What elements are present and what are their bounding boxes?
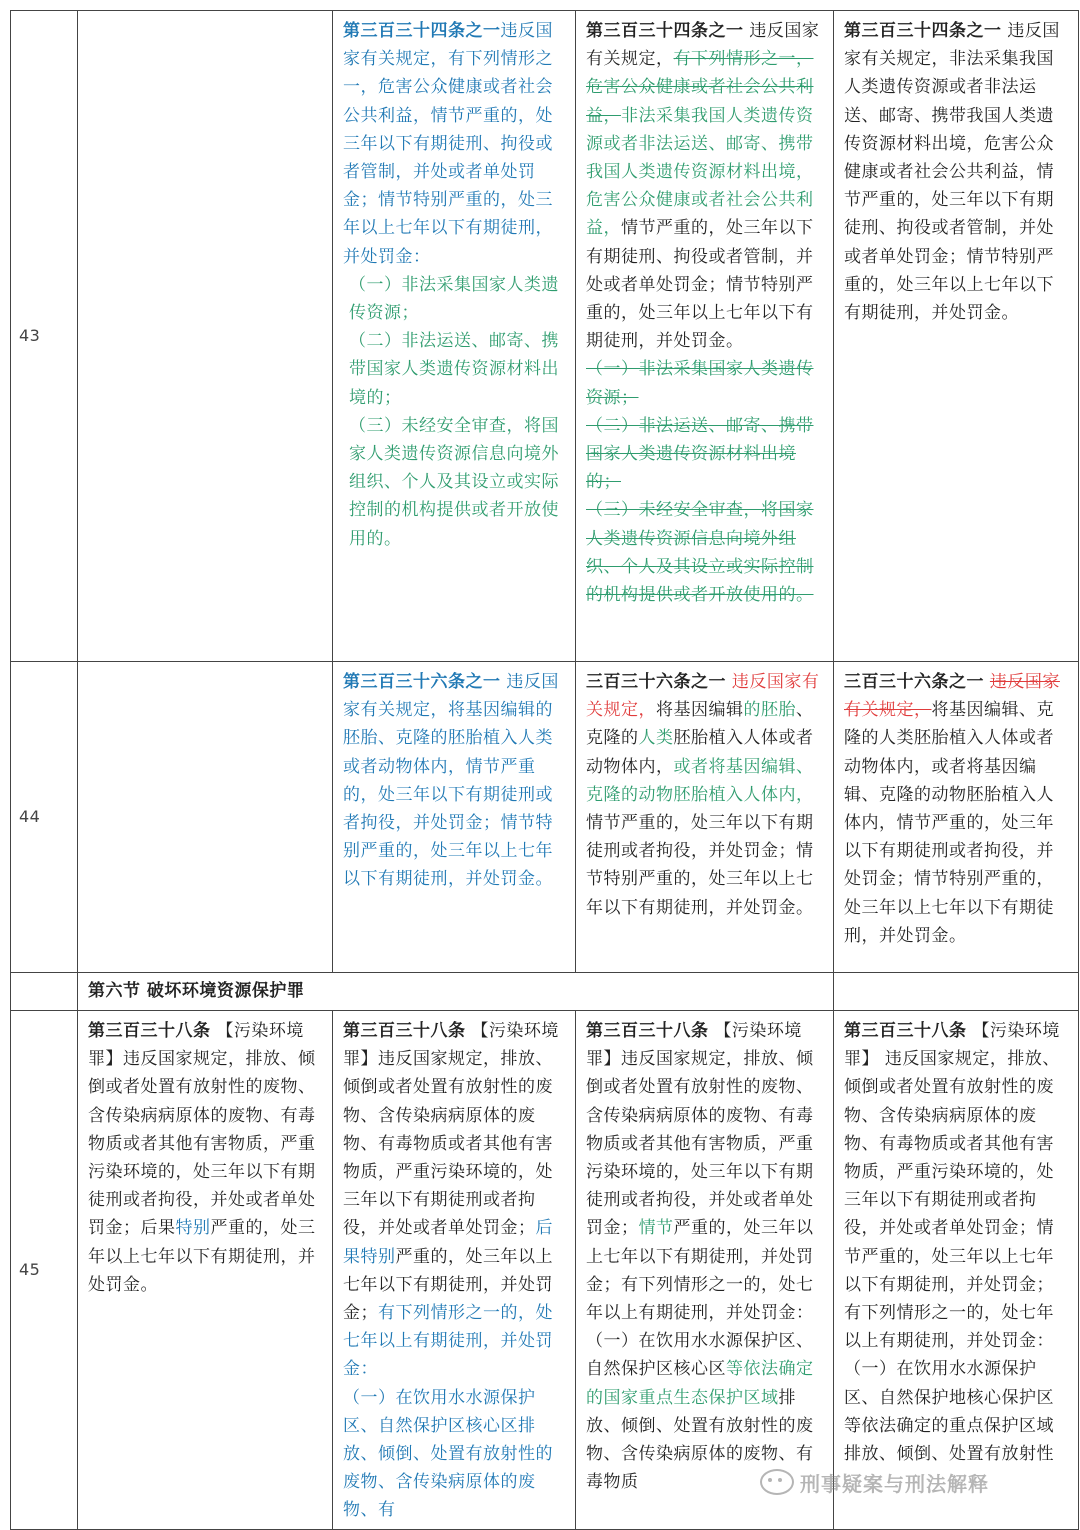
list-item: （一）在饮用水水源保护区、自然保护地核心保护区等依法确定的重点保护区域排放、倾倒、处置有放射性 <box>844 1359 1054 1465</box>
article-title: 第三百三十四条之一 <box>844 21 1002 41</box>
article-paragraph <box>586 1017 823 1327</box>
article-paragraph <box>586 17 823 355</box>
article-text: 【污染环境罪】违反国家规定，排放、倾倒或者处置有放射性的废物、含传染病病原体的废物、有毒物质或者其他有害物质，严重污染环境的，处三年以下有期徒刑或者拘役，并处或者单处罚金；后果 <box>88 1021 316 1239</box>
added-text: 非法采集我国人类遗传资源或者非法运送、邮寄、携带我国人类遗传资源材料出境，危害公众健康或者社会公共利益， <box>586 105 814 239</box>
article-paragraph <box>88 1017 322 1299</box>
final-text-cell <box>834 1011 1079 1530</box>
row-number: 45 <box>11 1011 78 1530</box>
added-text: 人类 <box>638 728 674 749</box>
article-title: 第三百三十八条 <box>844 1021 967 1041</box>
article-text: （一）在饮用水水源保护区、自然保护区核心区 <box>586 1331 814 1380</box>
deleted-list-item: （三）未经安全审查，将国家人类遗传资源信息向境外组织、个人及其设立或实际控制的机构提供或者开放使用的。 <box>586 500 814 606</box>
list-item: （一）在饮用水水源保护区、自然保护区核心区排放、倾倒、处置有放射性的废物、含传染病原体的废物、有 <box>343 1387 553 1521</box>
article-text: 将基因编辑、克隆的人类胚胎植入人体或者动物体内，或者将基因编辑、克隆的动物胚胎植入人体内，情节严重的，处三年以下有期徒刑或者拘役，并处罚金；情节特别严重的，处三年以上七年以下有期徒刑，并处罚金。 <box>844 700 1054 946</box>
deleted-list-item: （一）非法采集国家人类遗传资源； <box>586 359 814 408</box>
article-paragraph <box>844 668 1068 950</box>
empty-cell <box>834 973 1079 1011</box>
article-text: 违反国家有关规定，有下列情形之一，危害公众健康或者社会公共利益，情节严重的，处三年以下有期徒刑、拘役或者管制，并处或者单处罚金；情节特别严重的，处三年以上七年以下有期徒刑，并处罚金： <box>343 21 553 267</box>
article-title: 第三百三十四条之一 <box>343 21 501 41</box>
changed-text: 特别 <box>175 1218 211 1239</box>
article-title: 三百三十六条之一 <box>586 672 726 692</box>
article-paragraph <box>586 668 823 922</box>
added-text: 或者将基因编辑、克隆的动物胚胎植入人体内， <box>586 756 814 805</box>
list-item: （二）非法运送、邮寄、携带国家人类遗传资源材料出境的； <box>349 331 559 408</box>
article-text: 情节严重的，处三年以下有期徒刑或者拘役，并处罚金；情节特别严重的，处三年以上七年以下有期徒刑，并处罚金。 <box>586 813 814 918</box>
final-text-cell <box>834 662 1079 973</box>
article-title: 三百三十六条之一 <box>844 672 984 692</box>
list-item: （三）未经安全审查，将国家人类遗传资源信息向境外组织、个人及其设立或实际控制的机构提供或者开放使用的。 <box>349 415 559 549</box>
watermark-text: 刑事疑案与刑法解释 <box>800 1471 989 1496</box>
article-title: 第三百三十六条之一 <box>343 672 501 692</box>
row-number: 44 <box>11 662 78 973</box>
final-text-cell <box>834 11 1079 662</box>
section-title: 第六节 破坏环境资源保护罪 <box>78 973 834 1011</box>
draft-text-cell <box>333 11 576 662</box>
second-draft-text-cell <box>576 662 834 973</box>
article-text: 严重的，处三年以上七年以下有期徒刑，并处罚金；有下列情形之一的，处七年以上有期徒刑，并处罚金： <box>586 1218 814 1324</box>
article-text: 情节严重的，处三年以下有期徒刑、拘役或者管制，并处或者单处罚金；情节特别严重的，处三年以上七年以下有期徒刑，并处罚金。 <box>586 218 814 352</box>
article-text: 严重的，处三年以上七年以下有期徒刑，并处罚金。 <box>88 1218 316 1295</box>
original-text-cell <box>78 1011 333 1530</box>
second-draft-text-cell <box>576 1011 834 1530</box>
added-text: 等依法确定的国家重点生态保护区域 <box>586 1359 814 1408</box>
article-text: 【污染环境罪】违反国家规定，排放、倾倒或者处置有放射性的废物、含传染病病原体的废物、有毒物质或者其他有害物质，严重污染环境的，处三年以下有期徒刑或者拘役，并处或者单处罚金； <box>586 1021 814 1239</box>
list-item <box>586 1327 823 1496</box>
article-text: 、克隆的 <box>586 700 814 749</box>
changed-text: 后果特别 <box>343 1218 553 1267</box>
section-header-row <box>11 973 1079 1011</box>
row-number: 43 <box>11 11 78 662</box>
table-row-44 <box>11 662 1079 973</box>
article-title: 第三百三十八条 <box>343 1021 466 1041</box>
article-text: 将基因编辑 <box>656 700 744 721</box>
law-comparison-table <box>10 10 1079 1530</box>
article-title: 第三百三十八条 <box>586 1021 709 1041</box>
article-paragraph <box>343 17 565 271</box>
article-text: 【污染环境罪】 违反国家规定，排放、倾倒或者处置有放射性的废物、含传染病病原体的废物、有毒物质或者其他有害物质，严重污染环境的，处三年以下有期徒刑或者拘役，并处或者单处罚金；情节严重的，处三年以上七年以下有期徒刑，并处罚金；有下列情形之一的，处七年以上有期徒刑，并处罚金： <box>844 1021 1060 1352</box>
article-paragraph <box>844 1017 1068 1355</box>
changed-text: 违反国家有关规定， <box>586 672 820 721</box>
article-title: 第三百三十八条 <box>88 1021 211 1041</box>
original-text-cell <box>78 662 333 973</box>
article-text: 【污染环境罪】违反国家规定，排放、倾倒或者处置有放射性的废物、含传染病病原体的废物、有毒物质或者其他有害物质，严重污染环境的，处三年以下有期徒刑或者拘役，并处或者单处罚金； <box>343 1021 559 1239</box>
article-text: 胚胎植入人体或者动物体内， <box>586 728 814 777</box>
row-number <box>11 973 78 1011</box>
original-text-cell <box>78 11 333 662</box>
deleted-text: 违反国家有关规定， <box>844 672 1060 721</box>
article-text: 严重的，处三年以上七年以下有期徒刑，并处罚金； <box>343 1246 553 1324</box>
table-row-45 <box>11 1011 1079 1530</box>
added-text: 情节 <box>638 1218 674 1239</box>
draft-text-cell <box>333 1011 576 1530</box>
article-text: 违反国家有关规定，将基因编辑的胚胎、克隆的胚胎植入人类或者动物体内，情节严重的，处三年以下有期徒刑或者拘役，并处罚金；情节特别严重的，处三年以上七年以下有期徒刑，并处罚金。 <box>343 672 559 890</box>
added-text: 的胚胎 <box>743 700 796 721</box>
changed-text: 有下列情形之一的，处七年以上有期徒刑，并处罚金： <box>343 1303 553 1380</box>
article-paragraph <box>343 668 565 894</box>
article-paragraph <box>343 1017 565 1384</box>
article-title: 第三百三十四条之一 <box>586 21 744 41</box>
draft-text-cell <box>333 662 576 973</box>
deleted-text: 有下列情形之一，危害公众健康或者社会公共利益， <box>586 49 814 126</box>
list-item: （一）非法采集国家人类遗传资源； <box>349 274 559 324</box>
table-row-43 <box>11 11 1079 662</box>
article-text: 排放、倾倒、处置有放射性的废物、含传染病原体的废物、有毒物质 <box>586 1387 814 1493</box>
article-text: 违反国家有关规定， <box>586 21 820 70</box>
article-paragraph <box>844 17 1068 327</box>
deleted-list-item: （二）非法运送、邮寄、携带国家人类遗传资源材料出境的； <box>586 415 814 493</box>
second-draft-text-cell <box>576 11 834 662</box>
article-text: 违反国家有关规定，非法采集我国人类遗传资源或者非法运送、邮寄、携带我国人类遗传资源材料出境，危害公众健康或者社会公共利益，情节严重的，处三年以下有期徒刑、拘役或者管制，并处或者单处罚金；情节特别严重的，处三年以上七年以下有期徒刑，并处罚金。 <box>844 21 1060 324</box>
